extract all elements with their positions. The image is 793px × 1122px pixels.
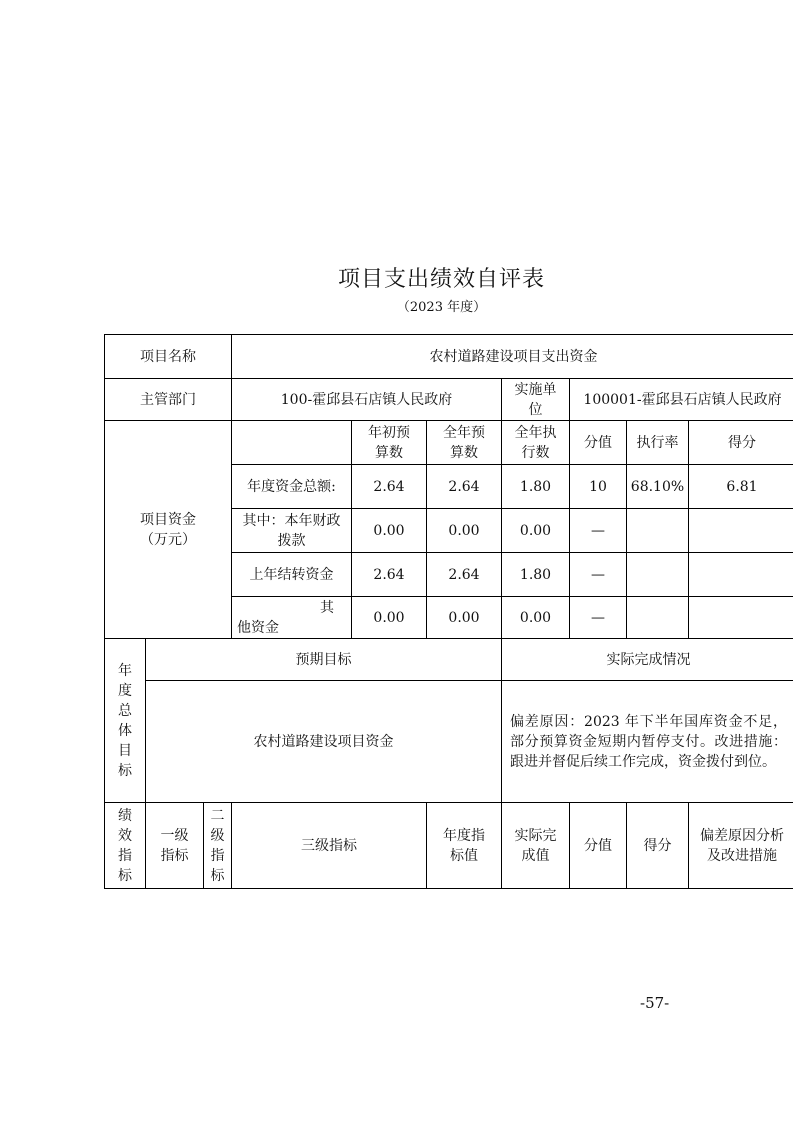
level2-char: 标 — [210, 867, 225, 884]
annual-goal-label — [105, 639, 146, 803]
level2-char: 级 — [210, 827, 225, 844]
annual-target-l2: 标值 — [450, 847, 478, 864]
fund-row-score: 6.81 — [689, 465, 793, 509]
fund-row-score — [689, 597, 793, 639]
fund-row-initial: 2.64 — [352, 465, 427, 509]
fund-row-full: 0.00 — [427, 509, 502, 553]
header-exec-rate: 执行率 — [627, 421, 689, 465]
actual-value-l2: 成值 — [521, 847, 550, 864]
header-executed-l2: 行数 — [521, 444, 550, 461]
annual-goal-char: 标 — [118, 762, 132, 779]
fund-row-full: 2.64 — [427, 465, 502, 509]
level3-indicator-header: 三级指标 — [232, 803, 427, 889]
unit-label — [502, 379, 570, 421]
header-full-budget — [427, 421, 502, 465]
header-initial-budget-l1: 年初预 — [368, 424, 410, 441]
fund-row-rate — [627, 553, 689, 597]
actual-completion-value: 偏差原因：2023 年下半年国库资金不足，部分预算资金短期内暂停支付。改进措施：跟进并督促后续工作完成，资金拨付到位。 — [502, 681, 793, 803]
fund-row-label-l1: 其 — [320, 599, 334, 616]
deviation-l2: 及改进措施 — [707, 847, 777, 864]
fund-row-full: 2.64 — [427, 553, 502, 597]
expected-goal-header: 预期目标 — [146, 639, 502, 681]
fund-row-label-l2: 他资金 — [237, 619, 279, 636]
fund-row-initial: 0.00 — [352, 597, 427, 639]
fund-row-label-l2: 拨款 — [277, 532, 306, 549]
dept-value: 100-霍邱县石店镇人民政府 — [232, 379, 502, 421]
fund-row-weight: — — [570, 509, 627, 553]
funds-label-line2: （万元） — [140, 531, 196, 548]
project-name-value: 农村道路建设项目支出资金 — [232, 335, 793, 379]
annual-target-header — [427, 803, 502, 889]
performance-header-row — [105, 803, 793, 889]
fund-row-label-l1: 其中：本年财政 — [242, 512, 341, 529]
level1-indicator-header — [146, 803, 204, 889]
fund-row-label: 年度资金总额: — [232, 465, 352, 509]
fund-row-weight: — — [570, 597, 627, 639]
header-weight: 分值 — [570, 421, 627, 465]
annual-goal-char: 总 — [118, 702, 132, 719]
fund-row-score — [689, 509, 793, 553]
fund-row-executed: 0.00 — [502, 509, 570, 553]
fund-row-weight: — — [570, 553, 627, 597]
fund-row-full: 0.00 — [427, 597, 502, 639]
actual-value-header — [502, 803, 570, 889]
unit-value: 100001-霍邱县石店镇人民政府 — [570, 379, 793, 421]
page-number: -57- — [640, 994, 670, 1012]
fund-row-score — [689, 553, 793, 597]
perf-score-header: 得分 — [627, 803, 689, 889]
fund-row-label — [232, 597, 352, 639]
annual-goal-header-row — [105, 639, 793, 681]
fund-row-rate: 68.10% — [627, 465, 689, 509]
level1-l2: 指标 — [160, 847, 189, 864]
fund-row-label — [232, 509, 352, 553]
fund-row-initial: 0.00 — [352, 509, 427, 553]
header-executed-l1: 全年执 — [514, 424, 557, 441]
header-score: 得分 — [689, 421, 793, 465]
header-initial-budget-l2: 算数 — [375, 444, 403, 461]
level2-char: 二 — [210, 807, 225, 824]
header-full-budget-l2: 算数 — [450, 444, 478, 461]
perf-label-char: 指 — [118, 847, 132, 864]
perf-label-char: 绩 — [118, 807, 132, 824]
annual-goal-char: 年 — [118, 662, 132, 679]
dept-label: 主管部门 — [105, 379, 232, 421]
actual-value-l1: 实际完 — [514, 827, 557, 844]
level2-char: 指 — [210, 847, 225, 864]
department-row — [105, 379, 793, 421]
fund-row-executed: 1.80 — [502, 465, 570, 509]
header-initial-budget — [352, 421, 427, 465]
perf-label-char: 效 — [118, 827, 132, 844]
annual-target-l1: 年度指 — [443, 827, 485, 844]
funds-header-row — [105, 421, 793, 465]
project-name-row — [105, 335, 793, 379]
fund-row-label: 上年结转资金 — [232, 553, 352, 597]
unit-label-line2: 位 — [528, 401, 543, 418]
fund-row-rate — [627, 509, 689, 553]
annual-goal-char: 体 — [118, 722, 132, 739]
deviation-analysis-header — [689, 803, 793, 889]
header-full-budget-l1: 全年预 — [443, 424, 485, 441]
perf-weight-header: 分值 — [570, 803, 627, 889]
funds-header-blank — [232, 421, 352, 465]
perf-label-char: 标 — [118, 867, 132, 884]
fund-row-rate — [627, 597, 689, 639]
funds-label — [105, 421, 232, 639]
annual-goal-char: 度 — [118, 682, 132, 699]
fund-row-weight: 10 — [570, 465, 627, 509]
fund-row-executed: 1.80 — [502, 553, 570, 597]
header-executed — [502, 421, 570, 465]
page-title: 项目支出绩效自评表 — [337, 267, 545, 292]
project-name-label: 项目名称 — [105, 335, 232, 379]
annual-goal-char: 目 — [118, 742, 132, 759]
self-evaluation-table — [104, 334, 793, 889]
level2-indicator-header — [204, 803, 232, 889]
fund-row-executed: 0.00 — [502, 597, 570, 639]
actual-completion-header: 实际完成情况 — [502, 639, 793, 681]
annual-goal-content-row — [105, 681, 793, 803]
funds-label-line1: 项目资金 — [140, 511, 196, 528]
expected-goal-value: 农村道路建设项目资金 — [146, 681, 502, 803]
fund-row-initial: 2.64 — [352, 553, 427, 597]
year-subtitle: （2023 年度） — [396, 300, 487, 315]
performance-indicator-label — [105, 803, 146, 889]
deviation-l1: 偏差原因分析 — [700, 827, 784, 844]
unit-label-line1: 实施单 — [514, 381, 557, 398]
level1-l1: 一级 — [160, 827, 189, 844]
